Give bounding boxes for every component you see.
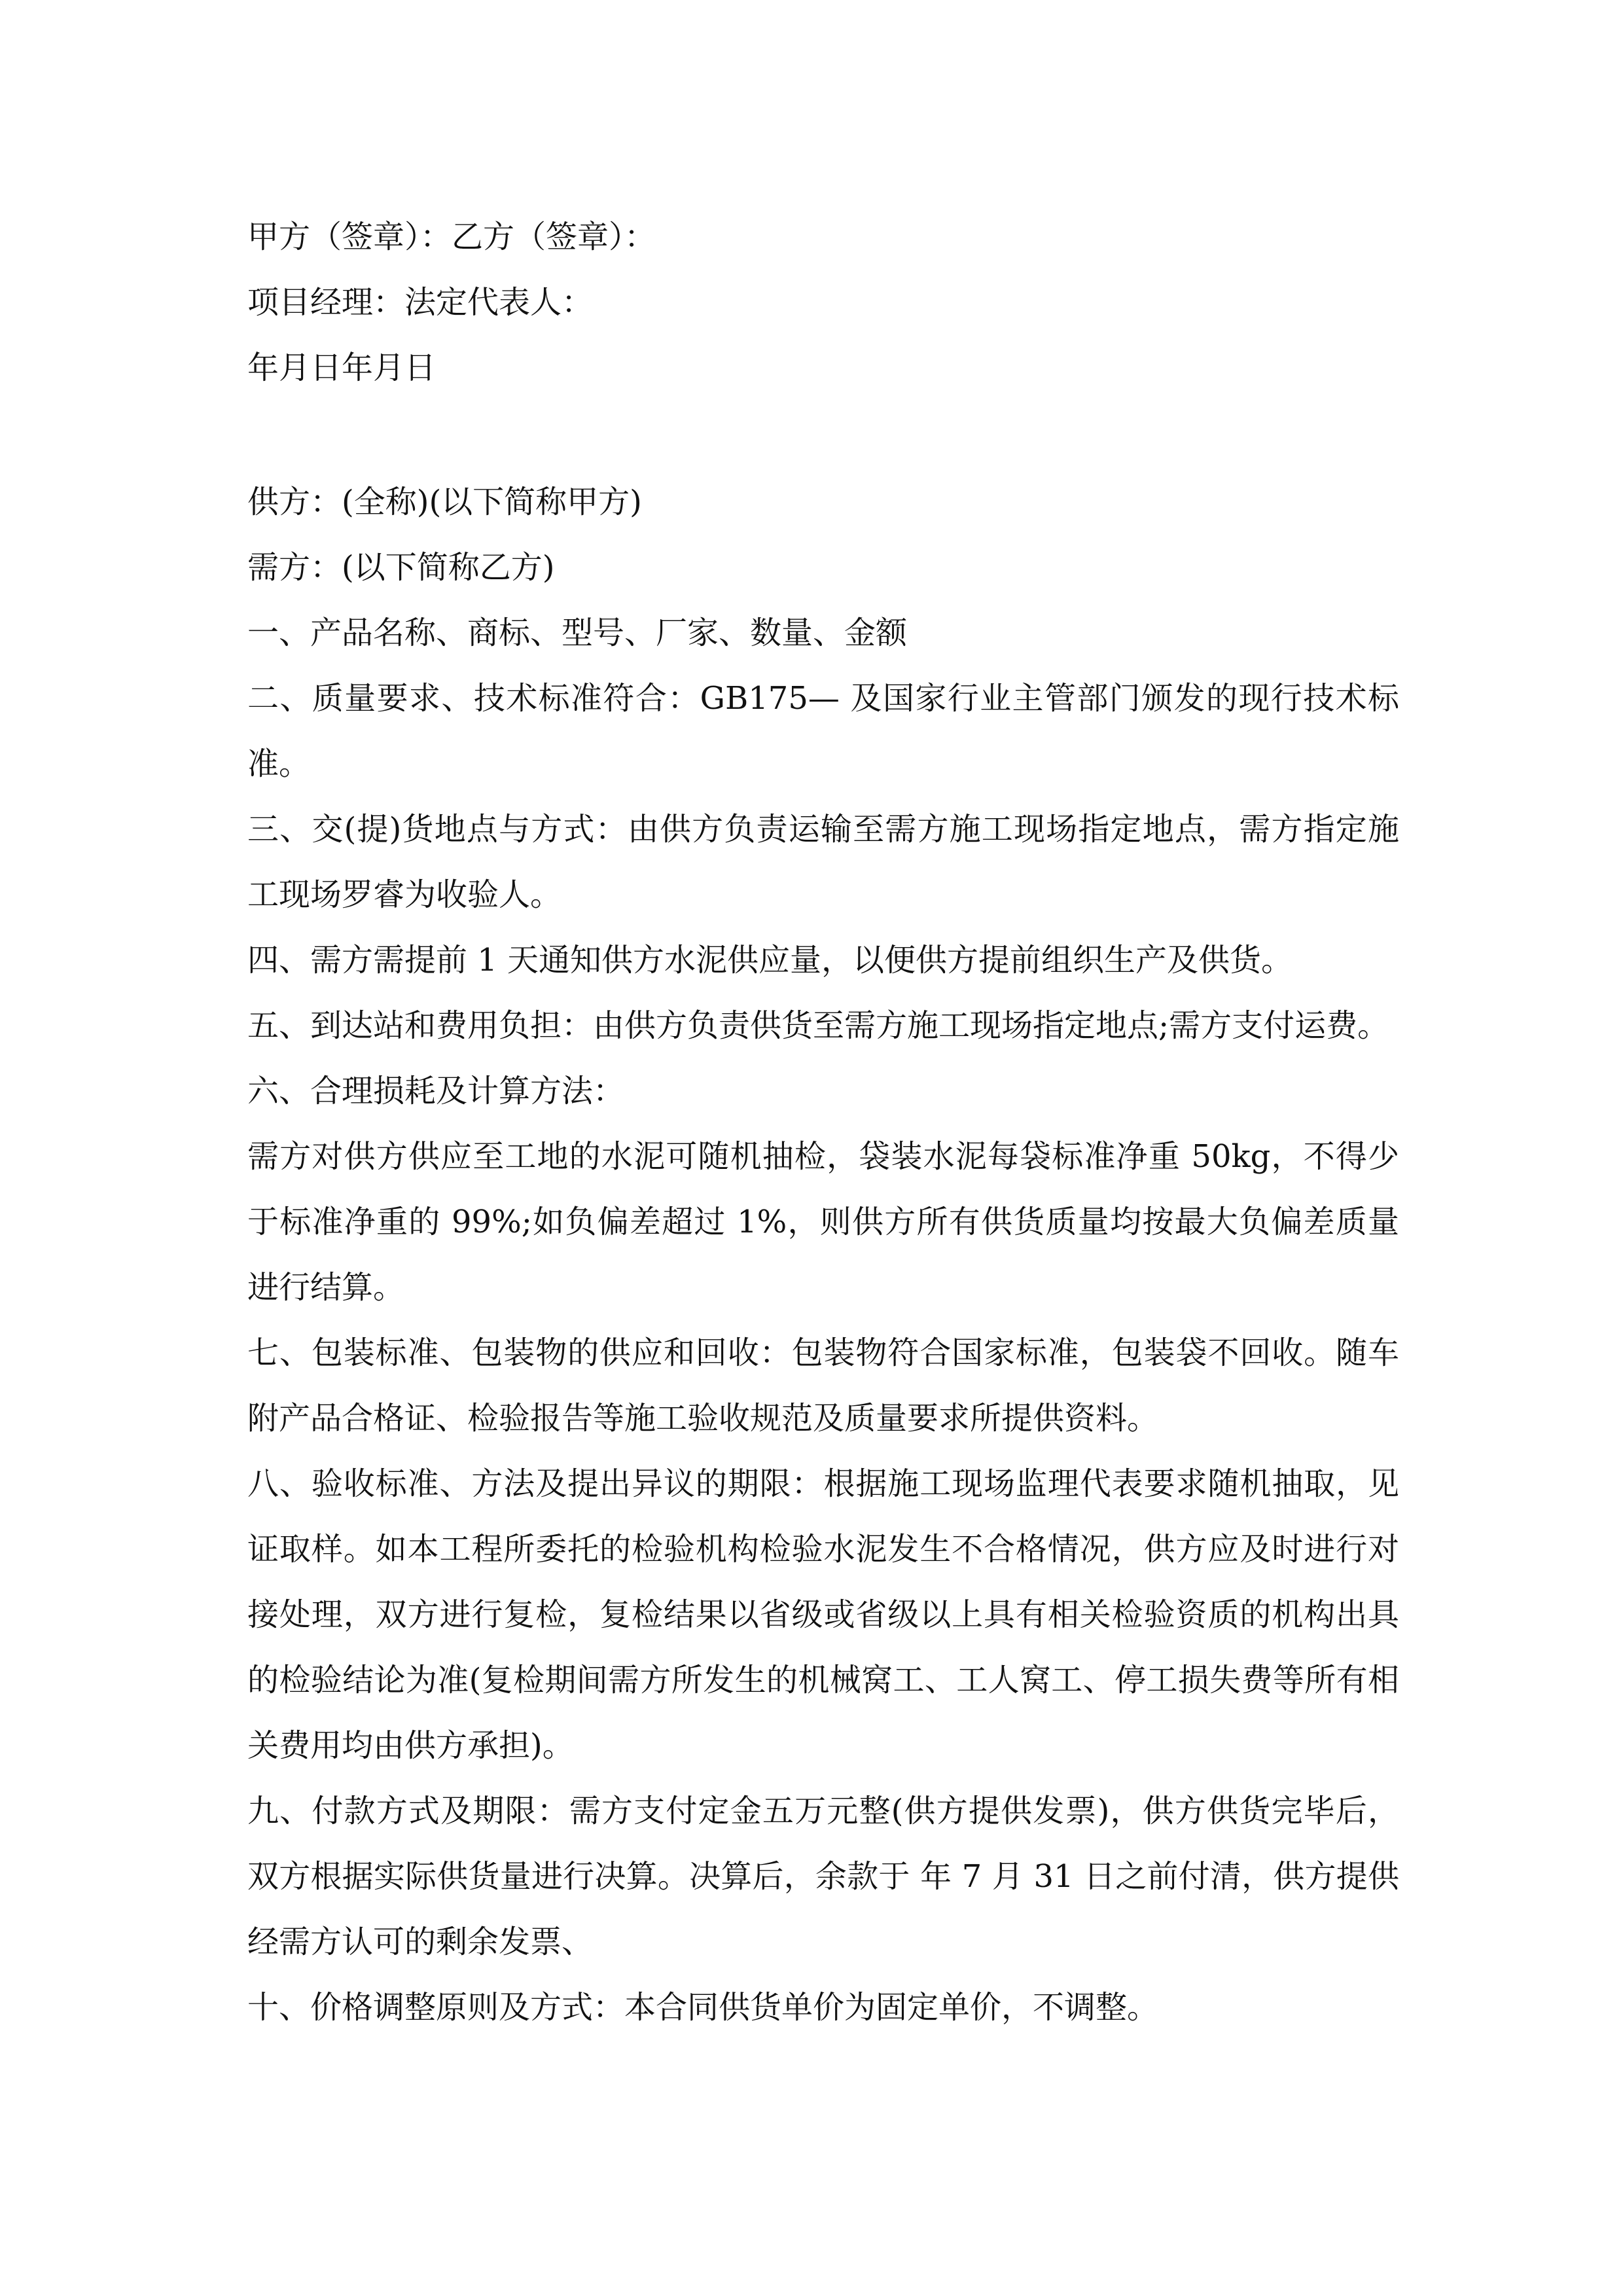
clause-3: 三、交(提)货地点与方式：由供方负责运输至需方施工现场指定地点，需方指定施工现场罗睿为收验人。 — [247, 811, 1399, 913]
signature-line-dates: 年月日年月日 — [247, 350, 437, 386]
clause-6-title: 六、合理损耗及计算方法： — [247, 1073, 625, 1109]
clause-1: 一、产品名称、商标、型号、厂家、数量、金额 — [247, 615, 908, 651]
section-gap — [247, 401, 1399, 469]
clause-9: 九、付款方式及期限：需方支付定金五万元整(供方提供发票)，供方供货完毕后，双方根据实际供货量进行决算。决算后，余款于 年 7 月 31 日之前付清，供方提供经需方认可的剩余发票、 — [247, 1793, 1399, 1960]
clause-5: 五、到达站和费用负担：由供方负责供货至需方施工现场指定地点;需方支付运费。 — [247, 1007, 1389, 1044]
signature-block — [247, 204, 1399, 401]
clause-4: 四、需方需提前 1 天通知供方水泥供应量，以便供方提前组织生产及供货。 — [247, 942, 1293, 978]
signature-line-parties: 甲方（签章）：乙方（签章）： — [247, 219, 656, 255]
contract-text — [247, 469, 1399, 2040]
clause-6-body: 需方对供方供应至工地的水泥可随机抽检，袋装水泥每袋标准净重 50kg，不得少于标准净重的 99%;如负偏差超过 1%，则供方所有供货质量均按最大负偏差质量进行结算。 — [247, 1138, 1399, 1306]
clause-2: 二、质量要求、技术标准符合：GB175— 及国家行业主管部门颁发的现行技术标准。 — [247, 680, 1399, 782]
document-body — [247, 204, 1399, 2040]
buyer-line: 需方：(以下简称乙方) — [247, 549, 555, 586]
clause-7: 七、包装标准、包装物的供应和回收：包装物符合国家标准，包装袋不回收。随车附产品合格证、检验报告等施工验收规范及质量要求所提供资料。 — [247, 1335, 1399, 1437]
clause-8: 八、验收标准、方法及提出异议的期限：根据施工现场监理代表要求随机抽取，见证取样。如本工程所委托的检验机构检验水泥发生不合格情况，供方应及时进行对接处理，双方进行复检，复检结果以省级或省级以上具有相关检验资质的机构出具的检验结论为准(复检期间需方所发生的机械窝工、工人窝工、停工损失费等所有相关费用均由供方承担)。 — [247, 1465, 1399, 1764]
clause-10: 十、价格调整原则及方式：本合同供货单价为固定单价，不调整。 — [247, 1989, 1159, 2026]
supplier-line: 供方：(全称)(以下简称甲方) — [247, 484, 642, 520]
signature-line-representatives: 项目经理：法定代表人： — [247, 284, 594, 321]
